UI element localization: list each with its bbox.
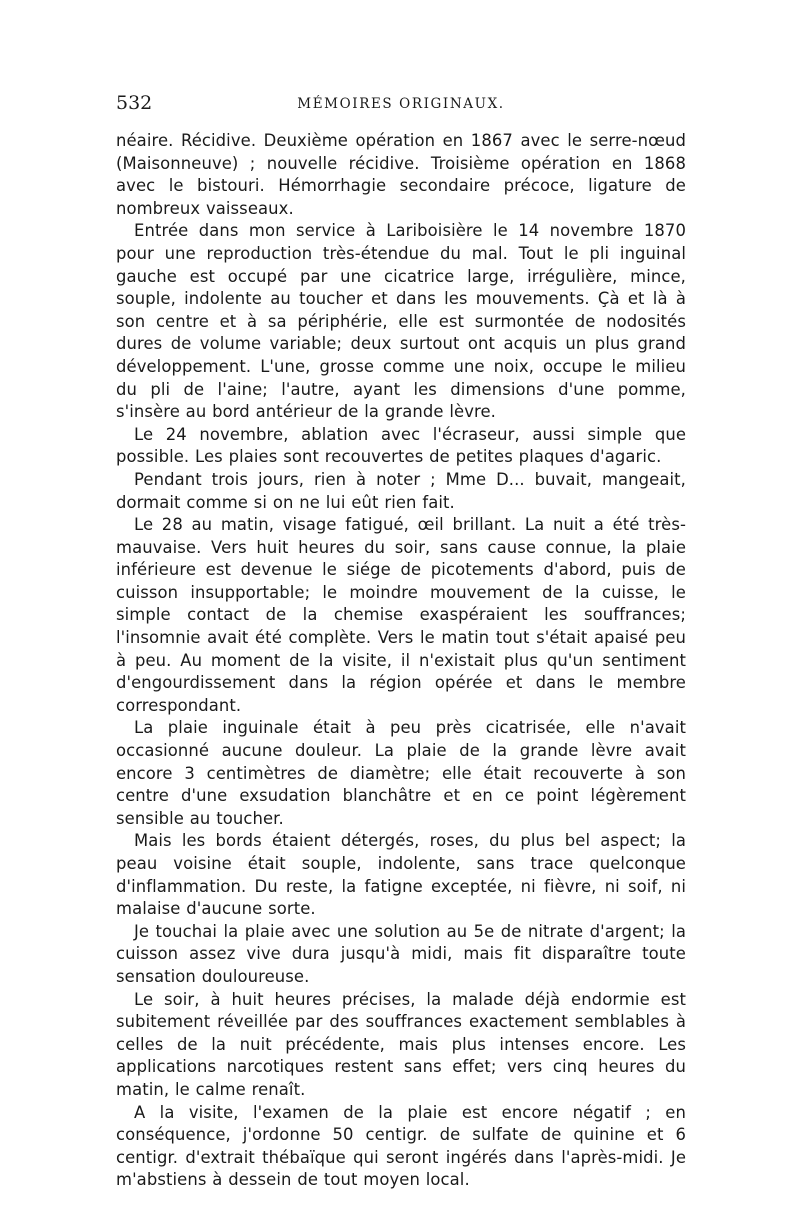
paragraph: Le 24 novembre, ablation avec l'écraseur, aussi simple que possible. Les plaies sont recouvertes de petites plaques d'agaric.: [116, 424, 686, 467]
paragraph: A la visite, l'examen de la plaie est encore négatif ; en conséquence, j'ordonne 50 centigr. de sulfate de quinine et 6 centigr. d'extrait thébaïque qui seront ingérés dans l'après-midi. Je m'abstiens à dessein de tout moyen local.: [116, 1102, 686, 1190]
paragraph: La plaie inguinale était à peu près cicatrisée, elle n'avait occasionné aucune douleur. La plaie de la grande lèvre avait encore 3 centimètres de diamètre; elle était recouverte à son centre d'une exsudation blanchâtre et en ce point légèrement sensible au toucher.: [116, 718, 686, 828]
body-text: [116, 130, 686, 1192]
paragraph: néaire. Récidive. Deuxième opération en 1867 avec le serre-nœud (Maisonneuve) ; nouvelle récidive. Troisième opération en 1868 avec le bistouri. Hémorrhagie secondaire précoce, ligature de nombreux vaisseaux.: [116, 131, 686, 218]
paragraph: Je touchai la plaie avec une solution au 5e de nitrate d'argent; la cuisson assez vive dura jusqu'à midi, mais fit disparaître toute sensation douloureuse.: [116, 921, 686, 986]
paragraph: Pendant trois jours, rien à noter ; Mme D... buvait, mangeait, dormait comme si on ne lui eût rien fait.: [116, 469, 686, 512]
paragraph: Mais les bords étaient détergés, roses, du plus bel aspect; la peau voisine était souple, indolente, sans trace quelconque d'inflammation. Du reste, la fatigne exceptée, ni fièvre, ni soif, ni malaise d'aucune sorte.: [116, 831, 686, 919]
paragraph: Le 28 au matin, visage fatigué, œil brillant. La nuit a été très-mauvaise. Vers huit heures du soir, sans cause connue, la plaie inférieure est devenue le siége de picotements d'abord, puis de cuisson insupportable; le moindre mouvement de la cuisse, le simple contact de la chemise exaspéraient les souffrances; l'insomnie avait été complète. Vers le matin tout s'était apaisé peu à peu. Au moment de la visite, il n'existait plus qu'un sentiment d'engourdissement dans la région opérée et dans le membre correspondant.: [116, 515, 686, 715]
page-number: 532: [116, 92, 153, 114]
paragraph: Le soir, à huit heures précises, la malade déjà endormie est subitement réveillée par des souffrances exactement semblables à celles de la nuit précédente, mais plus intenses encore. Les applications narcotiques restent sans effet; vers cinq heures du matin, le calme renaît.: [116, 989, 686, 1099]
running-head: MÉMOIRES ORIGINAUX.: [297, 96, 505, 112]
page-header: [116, 92, 686, 122]
paragraph: Entrée dans mon service à Lariboisière le 14 novembre 1870 pour une reproduction très-étendue du mal. Tout le pli inguinal gauche est occupé par une cicatrice large, irrégulière, mince, souple, indolente au toucher et dans les mouvements. Çà et là à son centre et à sa périphérie, elle est surmontée de nodosités dures de volume variable; deux surtout ont acquis un plus grand développement. L'une, grosse comme une noix, occupe le milieu du pli de l'aine; l'autre, ayant les dimensions d'une pomme, s'insère au bord antérieur de la grande lèvre.: [116, 221, 686, 422]
